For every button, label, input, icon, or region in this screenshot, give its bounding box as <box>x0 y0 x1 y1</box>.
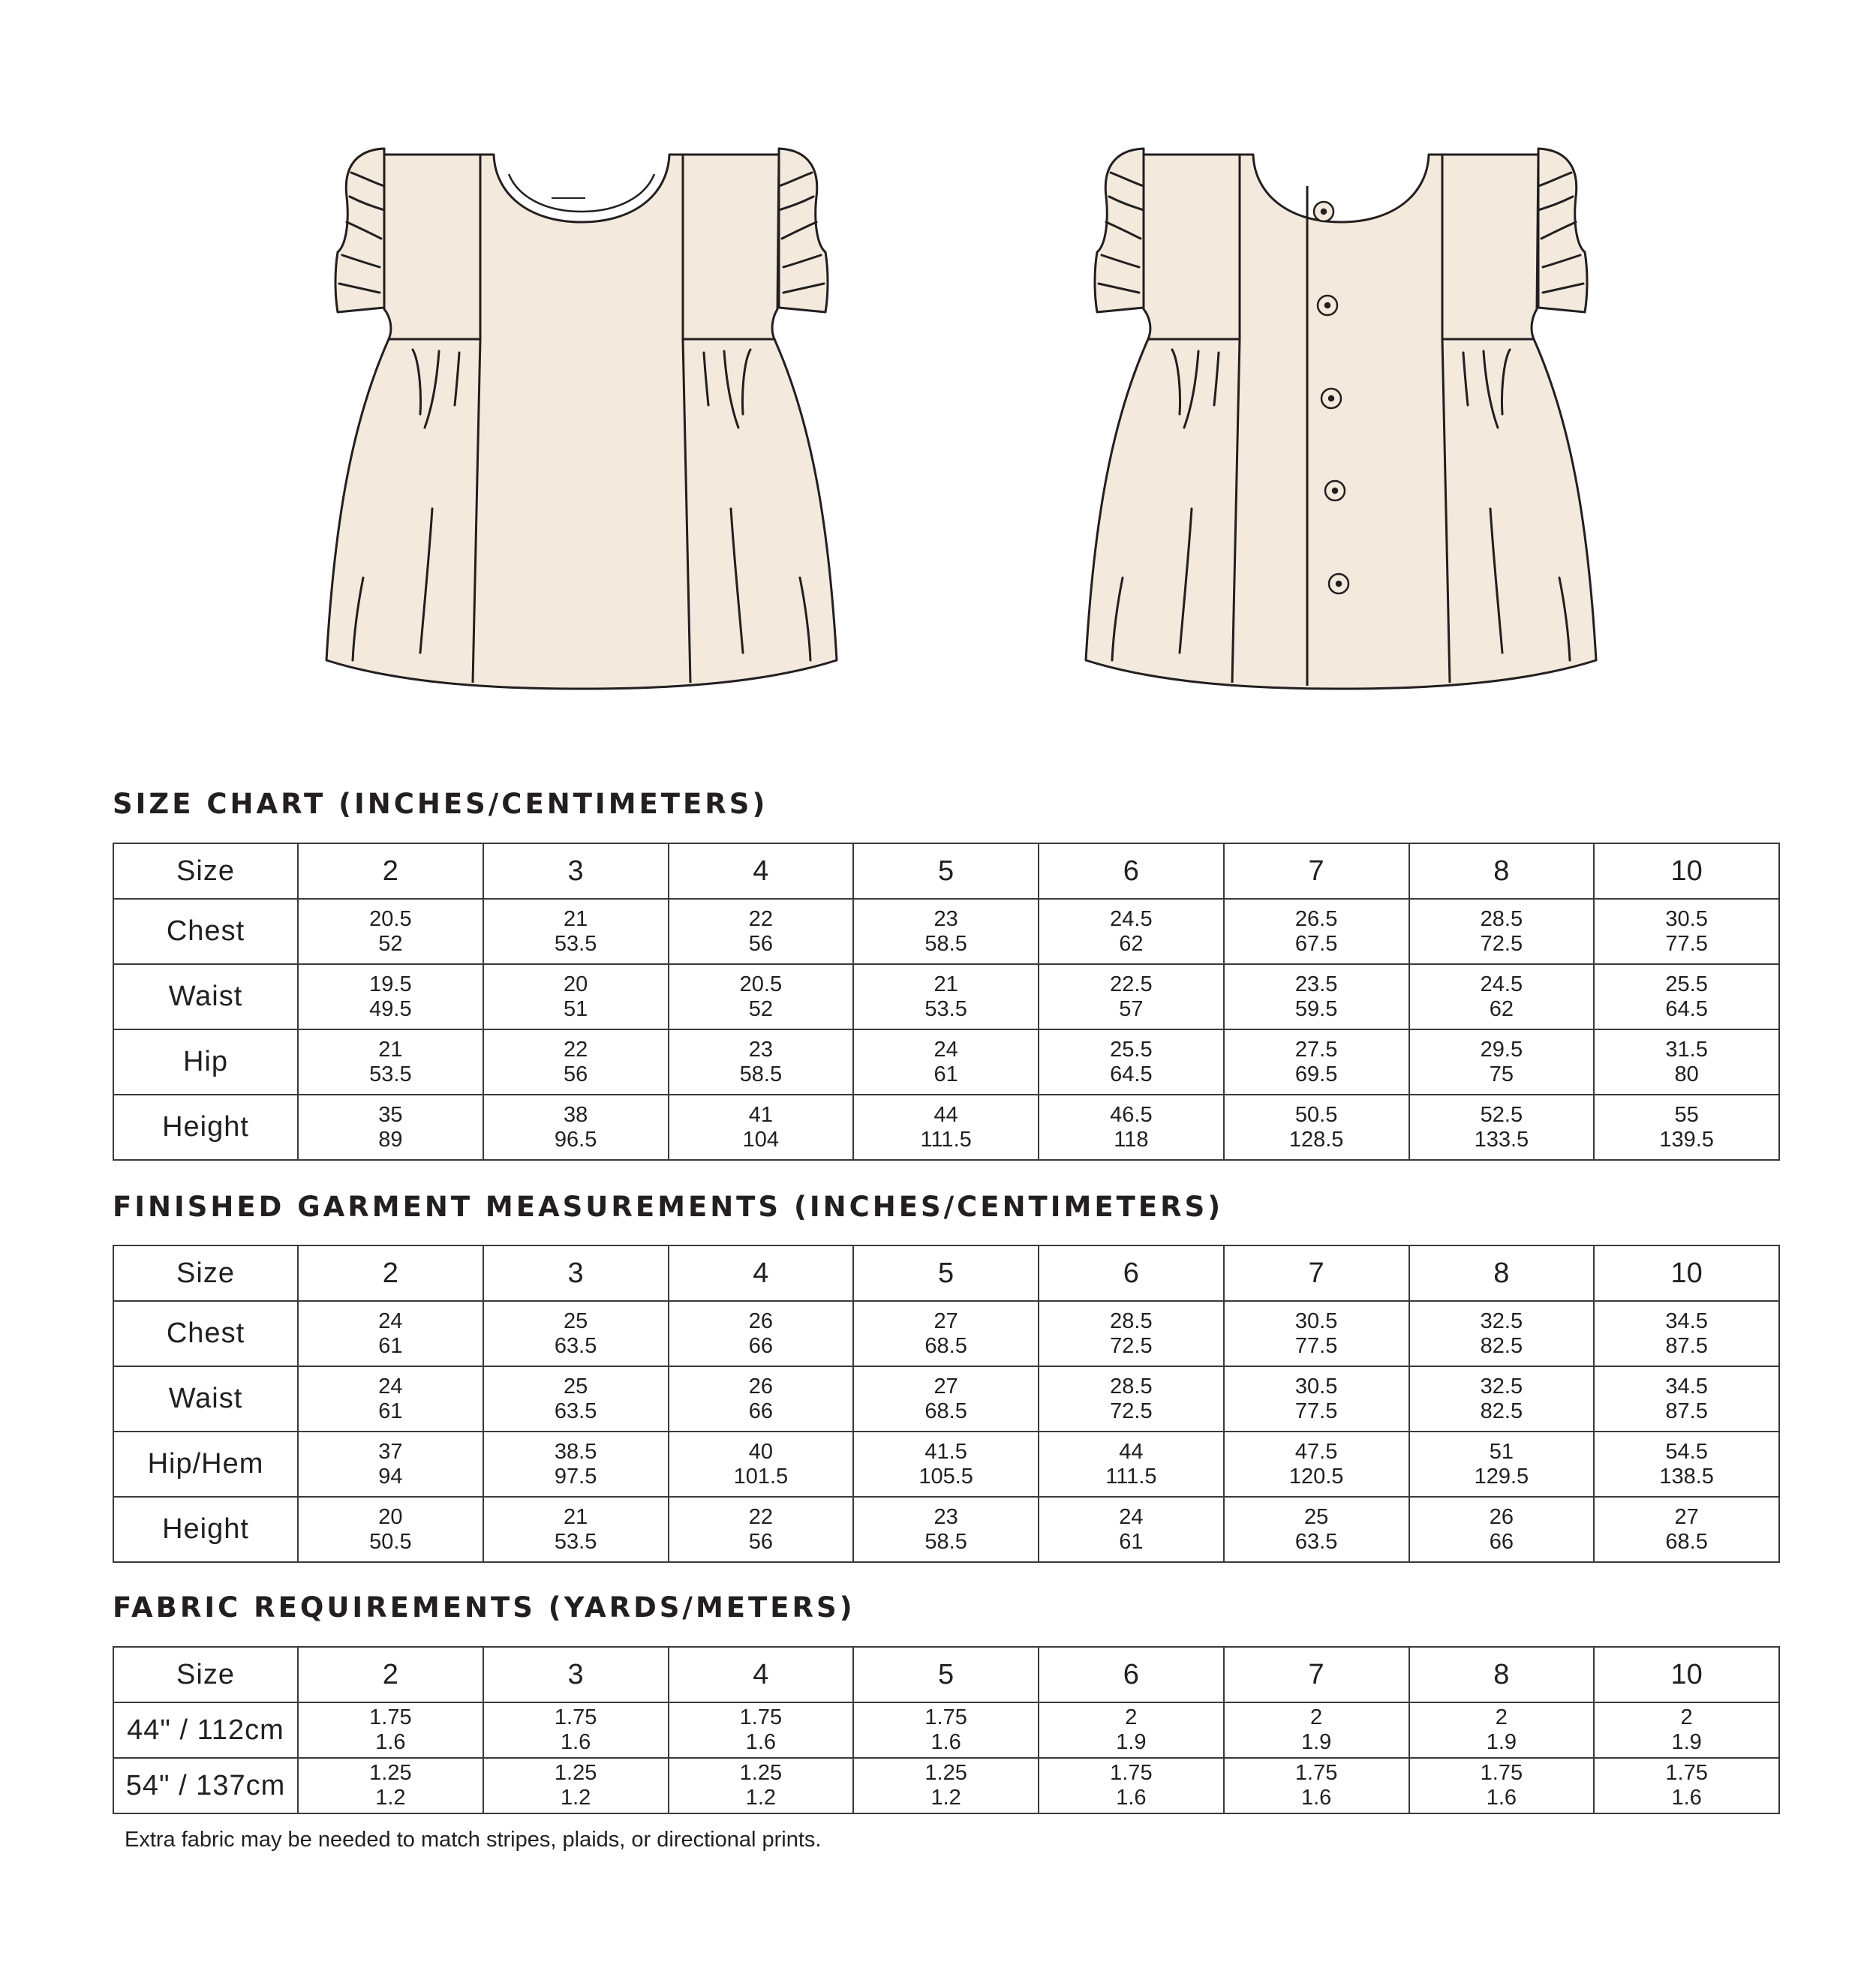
table-row <box>113 899 1779 964</box>
size-header-row <box>113 1647 1779 1702</box>
value-cell: 30.5 77.5 <box>1594 899 1779 964</box>
table-row <box>113 1029 1779 1095</box>
size-header-cell: 5 <box>853 1647 1039 1702</box>
value-cell: 24 61 <box>298 1301 483 1366</box>
value-cell: 25 63.5 <box>1224 1497 1409 1562</box>
value-cell: 22 56 <box>669 899 854 964</box>
size-header-cell: 8 <box>1409 1647 1595 1702</box>
fabric-requirements-title: FABRIC REQUIREMENTS (YARDS/METERS) <box>113 1591 855 1624</box>
row-label: Chest <box>113 1301 298 1366</box>
value-cell: 1.75 1.6 <box>298 1702 483 1758</box>
value-cell: 2 1.9 <box>1594 1702 1779 1758</box>
table-row <box>113 1702 1779 1758</box>
value-cell: 38.5 97.5 <box>483 1432 669 1497</box>
value-cell: 24 61 <box>853 1029 1039 1095</box>
value-cell: 28.5 72.5 <box>1409 899 1595 964</box>
size-header-cell: 7 <box>1224 1647 1409 1702</box>
dress-illustrations <box>0 0 1876 720</box>
value-cell: 27.5 69.5 <box>1224 1029 1409 1095</box>
value-cell: 32.5 82.5 <box>1409 1301 1595 1366</box>
size-header-label: Size <box>113 1647 298 1702</box>
row-label: Height <box>113 1497 298 1562</box>
size-chart-title: SIZE CHART (INCHES/CENTIMETERS) <box>113 788 768 820</box>
value-cell: 31.5 80 <box>1594 1029 1779 1095</box>
table-row <box>113 1095 1779 1160</box>
table-row <box>113 1366 1779 1432</box>
row-label: 54" / 137cm <box>113 1758 298 1813</box>
size-header-row <box>113 843 1779 899</box>
size-header-cell: 6 <box>1039 1245 1224 1301</box>
size-header-cell: 2 <box>298 1647 483 1702</box>
value-cell: 27 68.5 <box>853 1301 1039 1366</box>
size-header-row <box>113 1245 1779 1301</box>
value-cell: 23 58.5 <box>669 1029 854 1095</box>
value-cell: 35 89 <box>298 1095 483 1160</box>
value-cell: 24 61 <box>1039 1497 1224 1562</box>
value-cell: 24.5 62 <box>1409 964 1595 1029</box>
finished-garment-table <box>113 1245 1780 1563</box>
value-cell: 22.5 57 <box>1039 964 1224 1029</box>
size-header-cell: 2 <box>298 1245 483 1301</box>
value-cell: 44 111.5 <box>1039 1432 1224 1497</box>
value-cell: 46.5 118 <box>1039 1095 1224 1160</box>
value-cell: 40 101.5 <box>669 1432 854 1497</box>
value-cell: 47.5 120.5 <box>1224 1432 1409 1497</box>
value-cell: 24.5 62 <box>1039 899 1224 964</box>
table-row <box>113 1432 1779 1497</box>
row-label: Chest <box>113 899 298 964</box>
value-cell: 28.5 72.5 <box>1039 1366 1224 1432</box>
row-label: 44" / 112cm <box>113 1702 298 1758</box>
value-cell: 20 51 <box>483 964 669 1029</box>
value-cell: 34.5 87.5 <box>1594 1301 1779 1366</box>
size-header-cell: 3 <box>483 1647 669 1702</box>
value-cell: 29.5 75 <box>1409 1029 1595 1095</box>
value-cell: 38 96.5 <box>483 1095 669 1160</box>
value-cell: 37 94 <box>298 1432 483 1497</box>
value-cell: 1.75 1.6 <box>669 1702 854 1758</box>
value-cell: 22 56 <box>483 1029 669 1095</box>
row-label: Hip/Hem <box>113 1432 298 1497</box>
value-cell: 1.75 1.6 <box>1409 1758 1595 1813</box>
row-label: Waist <box>113 1366 298 1432</box>
row-label: Hip <box>113 1029 298 1095</box>
table-row <box>113 1497 1779 1562</box>
value-cell: 26 66 <box>669 1301 854 1366</box>
value-cell: 23.5 59.5 <box>1224 964 1409 1029</box>
value-cell: 55 139.5 <box>1594 1095 1779 1160</box>
value-cell: 1.75 1.6 <box>1039 1758 1224 1813</box>
value-cell: 1.75 1.6 <box>1224 1758 1409 1813</box>
size-header-cell: 10 <box>1594 1245 1779 1301</box>
value-cell: 1.75 1.6 <box>853 1702 1039 1758</box>
value-cell: 25 63.5 <box>483 1301 669 1366</box>
value-cell: 2 1.9 <box>1224 1702 1409 1758</box>
value-cell: 20.5 52 <box>669 964 854 1029</box>
value-cell: 19.5 49.5 <box>298 964 483 1029</box>
size-header-label: Size <box>113 843 298 899</box>
value-cell: 20 50.5 <box>298 1497 483 1562</box>
size-header-cell: 2 <box>298 843 483 899</box>
value-cell: 20.5 52 <box>298 899 483 964</box>
value-cell: 21 53.5 <box>483 1497 669 1562</box>
size-header-cell: 5 <box>853 1245 1039 1301</box>
size-header-cell: 3 <box>483 843 669 899</box>
value-cell: 1.25 1.2 <box>298 1758 483 1813</box>
size-chart-table <box>113 843 1780 1161</box>
value-cell: 24 61 <box>298 1366 483 1432</box>
value-cell: 1.25 1.2 <box>669 1758 854 1813</box>
size-header-cell: 10 <box>1594 843 1779 899</box>
value-cell: 1.75 1.6 <box>1594 1758 1779 1813</box>
value-cell: 21 53.5 <box>298 1029 483 1095</box>
value-cell: 1.25 1.2 <box>853 1758 1039 1813</box>
value-cell: 26 66 <box>669 1366 854 1432</box>
value-cell: 41 104 <box>669 1095 854 1160</box>
value-cell: 26 66 <box>1409 1497 1595 1562</box>
table-row <box>113 1758 1779 1813</box>
value-cell: 44 111.5 <box>853 1095 1039 1160</box>
size-header-cell: 8 <box>1409 1245 1595 1301</box>
dress-front-view <box>326 149 837 689</box>
size-header-cell: 7 <box>1224 843 1409 899</box>
size-header-cell: 4 <box>669 843 854 899</box>
size-header-cell: 6 <box>1039 843 1224 899</box>
size-header-cell: 4 <box>669 1647 854 1702</box>
value-cell: 23 58.5 <box>853 1497 1039 1562</box>
row-label: Height <box>113 1095 298 1160</box>
value-cell: 25 63.5 <box>483 1366 669 1432</box>
value-cell: 26.5 67.5 <box>1224 899 1409 964</box>
value-cell: 25.5 64.5 <box>1594 964 1779 1029</box>
fabric-note: Extra fabric may be needed to match stripes, plaids, or directional prints. <box>125 1828 822 1852</box>
value-cell: 30.5 77.5 <box>1224 1301 1409 1366</box>
table-row <box>113 964 1779 1029</box>
value-cell: 41.5 105.5 <box>853 1432 1039 1497</box>
size-header-cell: 8 <box>1409 843 1595 899</box>
value-cell: 22 56 <box>669 1497 854 1562</box>
size-header-cell: 3 <box>483 1245 669 1301</box>
size-header-cell: 7 <box>1224 1245 1409 1301</box>
value-cell: 30.5 77.5 <box>1224 1366 1409 1432</box>
value-cell: 23 58.5 <box>853 899 1039 964</box>
value-cell: 28.5 72.5 <box>1039 1301 1224 1366</box>
value-cell: 51 129.5 <box>1409 1432 1595 1497</box>
value-cell: 1.75 1.6 <box>483 1702 669 1758</box>
finished-garment-title: FINISHED GARMENT MEASUREMENTS (INCHES/CENTIMETERS) <box>113 1191 1224 1223</box>
value-cell: 34.5 87.5 <box>1594 1366 1779 1432</box>
size-header-cell: 5 <box>853 843 1039 899</box>
size-header-cell: 4 <box>669 1245 854 1301</box>
value-cell: 32.5 82.5 <box>1409 1366 1595 1432</box>
value-cell: 27 68.5 <box>1594 1497 1779 1562</box>
value-cell: 52.5 133.5 <box>1409 1095 1595 1160</box>
value-cell: 54.5 138.5 <box>1594 1432 1779 1497</box>
value-cell: 21 53.5 <box>483 899 669 964</box>
dress-back-view <box>1086 149 1596 689</box>
value-cell: 50.5 128.5 <box>1224 1095 1409 1160</box>
size-header-cell: 6 <box>1039 1647 1224 1702</box>
size-header-cell: 10 <box>1594 1647 1779 1702</box>
value-cell: 25.5 64.5 <box>1039 1029 1224 1095</box>
value-cell: 2 1.9 <box>1409 1702 1595 1758</box>
fabric-requirements-table <box>113 1646 1780 1814</box>
table-row <box>113 1301 1779 1366</box>
value-cell: 21 53.5 <box>853 964 1039 1029</box>
row-label: Waist <box>113 964 298 1029</box>
value-cell: 27 68.5 <box>853 1366 1039 1432</box>
size-header-label: Size <box>113 1245 298 1301</box>
value-cell: 2 1.9 <box>1039 1702 1224 1758</box>
value-cell: 1.25 1.2 <box>483 1758 669 1813</box>
